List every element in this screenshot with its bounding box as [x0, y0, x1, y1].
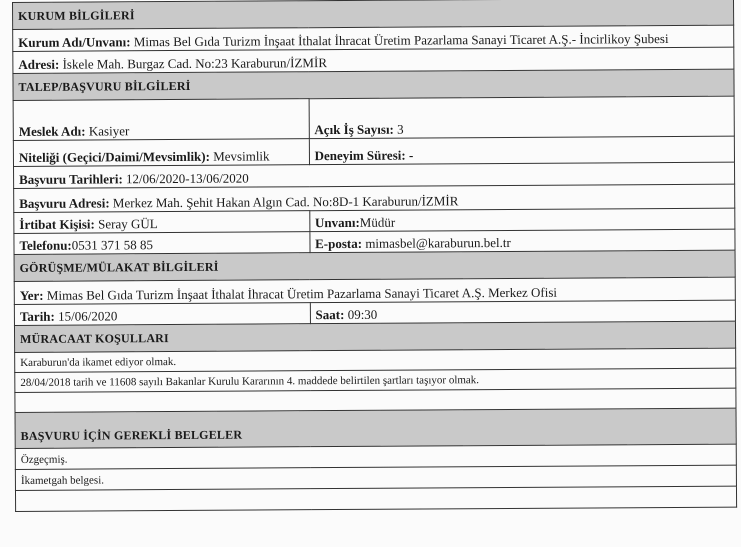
unvan-value: Müdür [359, 214, 396, 230]
niteligi-value: Mevsimlik [213, 148, 270, 164]
kurum-name-value: Mimas Bel Gıda Turizm İnşaat İthalat İhracat Üretim Pazarlama Sanayi Ticaret A.Ş.- İncirlikoy Şubesi [133, 30, 669, 50]
irtibat-value: Seray GÜL [98, 216, 158, 232]
irtibat-cell [14, 211, 310, 234]
basvuru-adres-label: Başvuru Adresi: [19, 195, 110, 211]
deneyim-value: - [408, 147, 414, 163]
kurum-address-label: Adresi: [18, 56, 60, 72]
basvuru-tarih-label: Başvuru Tarihleri: [19, 171, 123, 187]
irtibat-label: İrtibat Kişisi: [19, 216, 95, 232]
acik-is-value: 3 [397, 121, 404, 137]
telefon-cell [14, 232, 310, 255]
section-belgeler-header: BAŞVURU İÇİN GEREKLİ BELGELER [15, 408, 736, 448]
belge-item: İkametgah belgesi. [15, 465, 736, 490]
gorusme-saat-value: 09:30 [347, 306, 378, 322]
gorusme-tarih-cell [14, 303, 310, 326]
meslek-value: Kasiyer [88, 123, 130, 139]
telefon-label: Telefonu: [19, 237, 72, 253]
gorusme-tarih-label: Tarih: [19, 308, 55, 324]
belge-item [15, 486, 736, 511]
eposta-label: E-posta: [315, 235, 363, 252]
section-talep-header: TALEP/BAŞVURU BİLGİLERİ [13, 69, 734, 100]
section-kurum-header: KURUM BİLGİLERİ [13, 0, 734, 29]
unvan-label: Unvanı: [314, 214, 360, 231]
niteligi-label: Niteliği (Geçici/Daimi/Mevsimlik): [18, 148, 210, 165]
document-form [12, 0, 737, 547]
meslek-label: Meslek Adı: [18, 123, 86, 139]
form-table [12, 0, 737, 512]
belge-item: Özgeçmiş. [15, 444, 736, 469]
deneyim-label: Deneyim Süresi: [314, 147, 406, 164]
basvuru-adres-value: Merkez Mah. Şehit Hakan Algın Cad. No:8D-1 Karaburun/İZMİR [112, 193, 459, 211]
gorusme-yer-value: Mimas Bel Gıda Turizm İnşaat İthalat İhracat Üretim Pazarlama Sanayi Ticaret A.Ş. Merkez Ofisi [46, 284, 558, 303]
basvuru-tarih-value: 12/06/2020-13/06/2020 [125, 170, 249, 187]
eposta-cell [310, 229, 736, 253]
acik-is-cell [309, 96, 735, 139]
muracaat-item: 28/04/2018 tarih ve 11608 sayılı Bakanlar Kurulu Kararının 4. maddede belirtilen şartları taşıyor olmak. [15, 368, 736, 392]
eposta-value: mimasbel@karaburun.bel.tr [365, 234, 511, 251]
deneyim-cell [309, 136, 735, 165]
gorusme-saat-cell [310, 300, 736, 324]
kurum-name-label: Kurum Adı/Unvanı: [18, 34, 131, 50]
telefon-value: 0531 371 58 85 [71, 237, 154, 253]
acik-is-label: Açık İş Sayısı: [314, 121, 394, 138]
gorusme-saat-label: Saat: [315, 306, 345, 323]
gorusme-yer-label: Yer: [19, 287, 44, 303]
niteligi-cell [13, 139, 309, 167]
kurum-address-value: İskele Mah. Burgaz Cad. No:23 Karaburun/İZMİR [62, 55, 328, 72]
section-gorusme-header: GÖRÜŞME/MÜLAKAT BİLGİLERİ [14, 250, 735, 281]
section-muracaat-header: MÜRACAAT KOŞULLARI [14, 321, 735, 352]
muracaat-item: Karaburun'da ikamet ediyor olmak. [15, 348, 736, 372]
gorusme-tarih-value: 15/06/2020 [58, 308, 118, 324]
meslek-cell [13, 99, 309, 141]
unvan-cell [309, 208, 735, 232]
